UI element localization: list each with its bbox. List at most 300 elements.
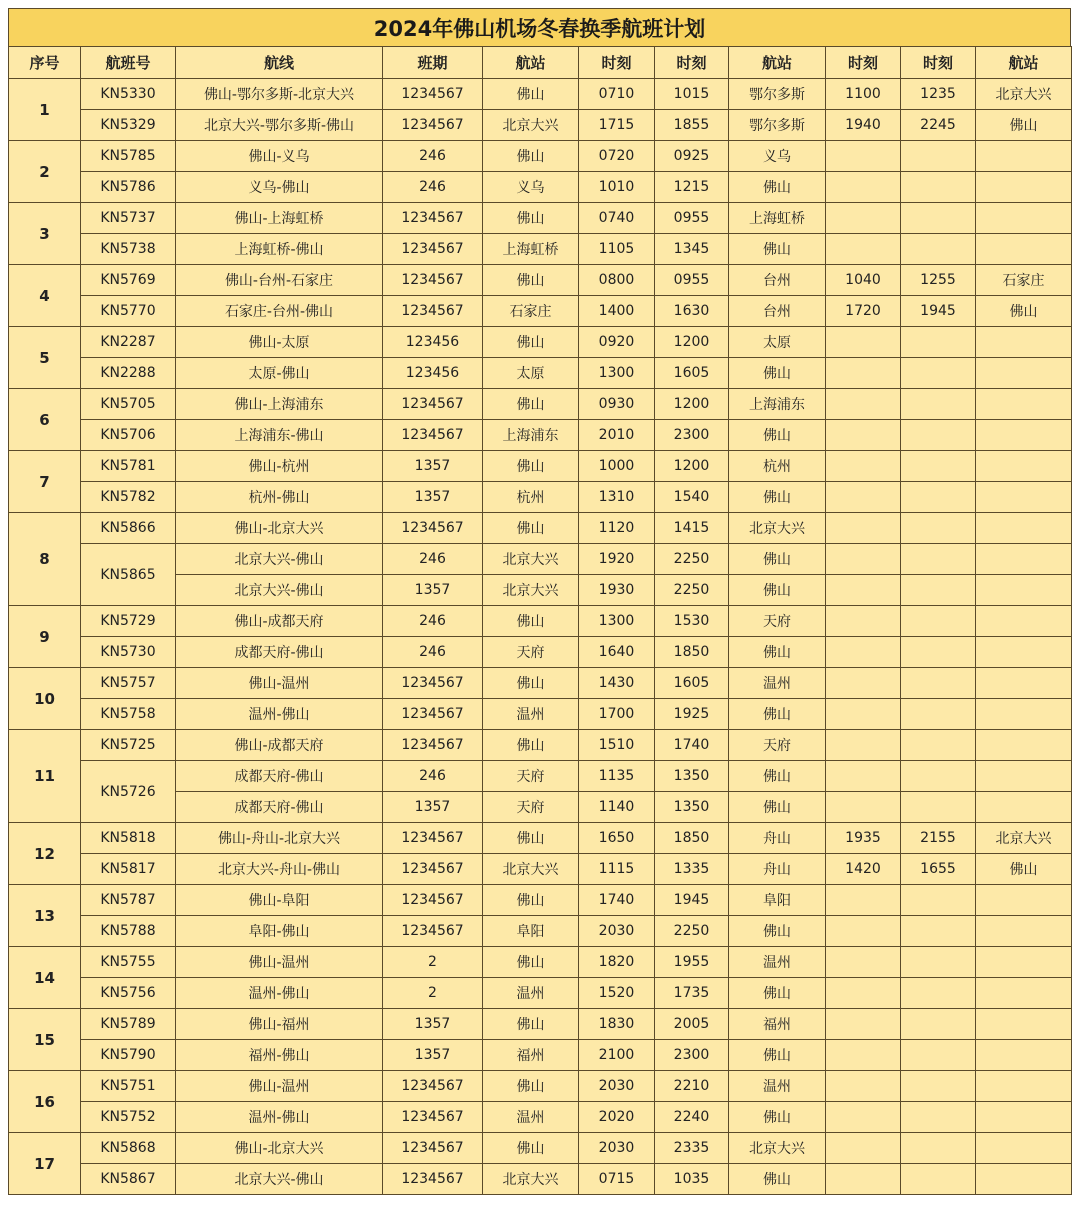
cell-time-1: 2030 <box>579 1133 655 1164</box>
cell-schedule: 2 <box>383 978 483 1009</box>
cell-station-1: 上海虹桥 <box>483 234 579 265</box>
flight-schedule-sheet <box>8 8 1071 1195</box>
cell-route: 北京大兴-鄂尔多斯-佛山 <box>176 110 383 141</box>
cell-time-1: 1640 <box>579 637 655 668</box>
cell-flight: KN5738 <box>81 234 176 265</box>
cell-seq: 11 <box>9 730 81 823</box>
cell-route: 佛山-温州 <box>176 1071 383 1102</box>
cell-station-3 <box>976 978 1072 1009</box>
cell-time-1: 1400 <box>579 296 655 327</box>
cell-station-1: 天府 <box>483 761 579 792</box>
cell-time-1: 1120 <box>579 513 655 544</box>
table-row <box>9 296 1072 327</box>
cell-route: 成都天府-佛山 <box>176 761 383 792</box>
cell-station-3: 石家庄 <box>976 265 1072 296</box>
cell-route: 佛山-义乌 <box>176 141 383 172</box>
cell-time-1: 1010 <box>579 172 655 203</box>
table-row <box>9 1040 1072 1071</box>
cell-seq: 13 <box>9 885 81 947</box>
cell-station-1: 北京大兴 <box>483 575 579 606</box>
cell-time-3 <box>826 668 901 699</box>
cell-station-1: 佛山 <box>483 885 579 916</box>
cell-station-2: 佛山 <box>729 1102 826 1133</box>
cell-station-2: 佛山 <box>729 482 826 513</box>
cell-time-4: 1255 <box>901 265 976 296</box>
cell-time-2: 1955 <box>655 947 729 978</box>
cell-time-4 <box>901 575 976 606</box>
cell-station-1: 佛山 <box>483 730 579 761</box>
cell-time-2: 1540 <box>655 482 729 513</box>
cell-station-3 <box>976 358 1072 389</box>
cell-time-1: 0710 <box>579 79 655 110</box>
cell-flight: KN2287 <box>81 327 176 358</box>
cell-time-3 <box>826 1009 901 1040</box>
cell-seq: 1 <box>9 79 81 141</box>
cell-time-2: 1735 <box>655 978 729 1009</box>
cell-flight: KN5725 <box>81 730 176 761</box>
cell-station-1: 北京大兴 <box>483 110 579 141</box>
table-row <box>9 513 1072 544</box>
cell-schedule: 1234567 <box>383 823 483 854</box>
cell-station-3 <box>976 761 1072 792</box>
cell-station-3 <box>976 544 1072 575</box>
table-row <box>9 482 1072 513</box>
cell-time-3 <box>826 420 901 451</box>
cell-schedule: 1357 <box>383 792 483 823</box>
cell-station-1: 太原 <box>483 358 579 389</box>
cell-time-2: 1345 <box>655 234 729 265</box>
table-row <box>9 141 1072 172</box>
cell-route: 温州-佛山 <box>176 699 383 730</box>
cell-station-2: 鄂尔多斯 <box>729 79 826 110</box>
cell-time-3 <box>826 544 901 575</box>
cell-station-3 <box>976 606 1072 637</box>
cell-schedule: 1234567 <box>383 699 483 730</box>
cell-station-3 <box>976 1164 1072 1195</box>
cell-schedule: 1234567 <box>383 854 483 885</box>
cell-station-2: 上海浦东 <box>729 389 826 420</box>
cell-time-1: 1510 <box>579 730 655 761</box>
cell-time-2: 1200 <box>655 451 729 482</box>
cell-time-2: 1350 <box>655 761 729 792</box>
cell-station-2: 义乌 <box>729 141 826 172</box>
cell-time-3 <box>826 451 901 482</box>
cell-schedule: 246 <box>383 141 483 172</box>
cell-station-2: 温州 <box>729 668 826 699</box>
cell-time-2: 1605 <box>655 358 729 389</box>
table-row <box>9 1071 1072 1102</box>
cell-station-2: 杭州 <box>729 451 826 482</box>
header-seq: 序号 <box>9 47 81 79</box>
cell-station-1: 佛山 <box>483 513 579 544</box>
cell-time-1: 2030 <box>579 916 655 947</box>
cell-station-2: 阜阳 <box>729 885 826 916</box>
cell-seq: 6 <box>9 389 81 451</box>
cell-seq: 2 <box>9 141 81 203</box>
cell-time-2: 1855 <box>655 110 729 141</box>
cell-flight: KN5817 <box>81 854 176 885</box>
cell-station-1: 福州 <box>483 1040 579 1071</box>
cell-time-3 <box>826 482 901 513</box>
cell-schedule: 246 <box>383 172 483 203</box>
cell-schedule: 123456 <box>383 358 483 389</box>
cell-flight: KN5737 <box>81 203 176 234</box>
cell-station-3 <box>976 947 1072 978</box>
cell-route: 佛山-温州 <box>176 947 383 978</box>
cell-station-3 <box>976 420 1072 451</box>
cell-schedule: 2 <box>383 947 483 978</box>
cell-station-1: 义乌 <box>483 172 579 203</box>
cell-schedule: 1234567 <box>383 1102 483 1133</box>
cell-schedule: 1234567 <box>383 1133 483 1164</box>
table-row <box>9 606 1072 637</box>
cell-time-4 <box>901 141 976 172</box>
table-row <box>9 327 1072 358</box>
table-row <box>9 699 1072 730</box>
cell-route: 佛山-成都天府 <box>176 730 383 761</box>
cell-route: 佛山-阜阳 <box>176 885 383 916</box>
cell-time-2: 2300 <box>655 1040 729 1071</box>
cell-time-4: 1235 <box>901 79 976 110</box>
cell-schedule: 1234567 <box>383 730 483 761</box>
cell-time-3 <box>826 389 901 420</box>
cell-time-3 <box>826 761 901 792</box>
cell-route: 上海虹桥-佛山 <box>176 234 383 265</box>
cell-schedule: 246 <box>383 761 483 792</box>
cell-schedule: 1357 <box>383 1040 483 1071</box>
cell-station-2: 佛山 <box>729 1040 826 1071</box>
cell-route: 福州-佛山 <box>176 1040 383 1071</box>
cell-route: 佛山-台州-石家庄 <box>176 265 383 296</box>
cell-station-2: 佛山 <box>729 544 826 575</box>
cell-time-4: 1655 <box>901 854 976 885</box>
cell-time-1: 0720 <box>579 141 655 172</box>
cell-time-4 <box>901 761 976 792</box>
cell-station-3 <box>976 1009 1072 1040</box>
cell-flight: KN5770 <box>81 296 176 327</box>
cell-route: 佛山-鄂尔多斯-北京大兴 <box>176 79 383 110</box>
cell-time-3 <box>826 606 901 637</box>
cell-route: 佛山-太原 <box>176 327 383 358</box>
cell-time-2: 1015 <box>655 79 729 110</box>
cell-station-3 <box>976 141 1072 172</box>
cell-seq: 7 <box>9 451 81 513</box>
cell-flight: KN2288 <box>81 358 176 389</box>
cell-time-2: 2250 <box>655 544 729 575</box>
cell-time-2: 1335 <box>655 854 729 885</box>
cell-station-1: 佛山 <box>483 389 579 420</box>
cell-time-2: 0955 <box>655 265 729 296</box>
cell-flight: KN5706 <box>81 420 176 451</box>
cell-time-3 <box>826 978 901 1009</box>
cell-station-2: 佛山 <box>729 916 826 947</box>
cell-flight: KN5705 <box>81 389 176 420</box>
cell-time-3 <box>826 1164 901 1195</box>
cell-station-2: 温州 <box>729 1071 826 1102</box>
cell-time-1: 1310 <box>579 482 655 513</box>
cell-station-1: 石家庄 <box>483 296 579 327</box>
cell-station-3: 北京大兴 <box>976 823 1072 854</box>
cell-flight: KN5787 <box>81 885 176 916</box>
table-row <box>9 79 1072 110</box>
cell-time-2: 1415 <box>655 513 729 544</box>
cell-station-2: 佛山 <box>729 234 826 265</box>
cell-time-4 <box>901 916 976 947</box>
cell-time-1: 1715 <box>579 110 655 141</box>
cell-station-1: 温州 <box>483 1102 579 1133</box>
cell-time-4 <box>901 885 976 916</box>
cell-schedule: 1234567 <box>383 885 483 916</box>
cell-time-3 <box>826 141 901 172</box>
cell-route: 北京大兴-佛山 <box>176 1164 383 1195</box>
cell-time-2: 2250 <box>655 916 729 947</box>
cell-time-1: 1740 <box>579 885 655 916</box>
table-row <box>9 1009 1072 1040</box>
cell-time-3 <box>826 699 901 730</box>
table-row <box>9 389 1072 420</box>
cell-flight: KN5726 <box>81 761 176 823</box>
cell-station-3: 佛山 <box>976 854 1072 885</box>
cell-time-1: 0800 <box>579 265 655 296</box>
cell-station-3 <box>976 730 1072 761</box>
header-time-3: 时刻 <box>826 47 901 79</box>
cell-time-4 <box>901 1040 976 1071</box>
cell-time-3 <box>826 358 901 389</box>
cell-station-3 <box>976 1071 1072 1102</box>
cell-station-1: 杭州 <box>483 482 579 513</box>
cell-flight: KN5867 <box>81 1164 176 1195</box>
cell-route: 佛山-北京大兴 <box>176 1133 383 1164</box>
flight-schedule-table <box>8 46 1072 1195</box>
cell-schedule: 1234567 <box>383 668 483 699</box>
cell-station-3 <box>976 1040 1072 1071</box>
cell-flight: KN5330 <box>81 79 176 110</box>
cell-time-4 <box>901 668 976 699</box>
cell-schedule: 1234567 <box>383 234 483 265</box>
cell-station-2: 台州 <box>729 296 826 327</box>
cell-time-1: 1135 <box>579 761 655 792</box>
cell-time-3: 1940 <box>826 110 901 141</box>
cell-flight: KN5756 <box>81 978 176 1009</box>
cell-flight: KN5752 <box>81 1102 176 1133</box>
cell-time-4 <box>901 451 976 482</box>
cell-time-3 <box>826 575 901 606</box>
cell-route: 温州-佛山 <box>176 978 383 1009</box>
cell-station-2: 舟山 <box>729 823 826 854</box>
cell-station-3 <box>976 1133 1072 1164</box>
cell-time-4 <box>901 234 976 265</box>
cell-route: 佛山-上海浦东 <box>176 389 383 420</box>
cell-time-4 <box>901 482 976 513</box>
cell-station-3 <box>976 668 1072 699</box>
cell-seq: 17 <box>9 1133 81 1195</box>
cell-time-2: 1945 <box>655 885 729 916</box>
cell-seq: 9 <box>9 606 81 668</box>
cell-time-4 <box>901 172 976 203</box>
cell-station-2: 北京大兴 <box>729 1133 826 1164</box>
cell-route: 上海浦东-佛山 <box>176 420 383 451</box>
cell-station-3 <box>976 637 1072 668</box>
table-row <box>9 761 1072 792</box>
header-schedule: 班期 <box>383 47 483 79</box>
cell-station-2: 福州 <box>729 1009 826 1040</box>
cell-flight: KN5329 <box>81 110 176 141</box>
table-row <box>9 823 1072 854</box>
cell-time-2: 1630 <box>655 296 729 327</box>
cell-station-3 <box>976 327 1072 358</box>
cell-time-4 <box>901 203 976 234</box>
table-row <box>9 854 1072 885</box>
cell-schedule: 1234567 <box>383 79 483 110</box>
cell-station-3 <box>976 513 1072 544</box>
cell-time-3: 1720 <box>826 296 901 327</box>
cell-time-4 <box>901 1133 976 1164</box>
cell-schedule: 1234567 <box>383 296 483 327</box>
header-station-2: 航站 <box>729 47 826 79</box>
cell-schedule: 1234567 <box>383 265 483 296</box>
cell-schedule: 246 <box>383 637 483 668</box>
cell-station-2: 佛山 <box>729 358 826 389</box>
cell-time-3 <box>826 1071 901 1102</box>
cell-flight: KN5868 <box>81 1133 176 1164</box>
cell-time-1: 1300 <box>579 358 655 389</box>
cell-route: 杭州-佛山 <box>176 482 383 513</box>
cell-time-2: 2250 <box>655 575 729 606</box>
cell-seq: 16 <box>9 1071 81 1133</box>
cell-route: 北京大兴-佛山 <box>176 544 383 575</box>
cell-time-1: 1830 <box>579 1009 655 1040</box>
cell-flight: KN5865 <box>81 544 176 606</box>
cell-time-4 <box>901 1164 976 1195</box>
cell-time-1: 0715 <box>579 1164 655 1195</box>
cell-station-3 <box>976 203 1072 234</box>
cell-route: 北京大兴-舟山-佛山 <box>176 854 383 885</box>
cell-schedule: 1357 <box>383 451 483 482</box>
cell-schedule: 123456 <box>383 327 483 358</box>
cell-route: 温州-佛山 <box>176 1102 383 1133</box>
cell-station-1: 佛山 <box>483 79 579 110</box>
cell-seq: 12 <box>9 823 81 885</box>
cell-time-1: 1430 <box>579 668 655 699</box>
cell-station-2: 佛山 <box>729 172 826 203</box>
cell-time-4 <box>901 420 976 451</box>
cell-flight: KN5758 <box>81 699 176 730</box>
cell-route: 成都天府-佛山 <box>176 637 383 668</box>
cell-flight: KN5789 <box>81 1009 176 1040</box>
cell-time-3 <box>826 1133 901 1164</box>
cell-route: 义乌-佛山 <box>176 172 383 203</box>
cell-time-4 <box>901 544 976 575</box>
cell-time-2: 1200 <box>655 389 729 420</box>
cell-time-1: 2100 <box>579 1040 655 1071</box>
cell-route: 太原-佛山 <box>176 358 383 389</box>
cell-seq: 3 <box>9 203 81 265</box>
header-row <box>9 47 1072 79</box>
cell-time-2: 2210 <box>655 1071 729 1102</box>
cell-station-2: 佛山 <box>729 1164 826 1195</box>
cell-time-2: 1350 <box>655 792 729 823</box>
table-row <box>9 637 1072 668</box>
table-row <box>9 947 1072 978</box>
cell-station-1: 佛山 <box>483 141 579 172</box>
table-row <box>9 1133 1072 1164</box>
cell-time-2: 1530 <box>655 606 729 637</box>
cell-station-2: 佛山 <box>729 637 826 668</box>
table-row <box>9 358 1072 389</box>
cell-time-3 <box>826 730 901 761</box>
cell-station-1: 佛山 <box>483 203 579 234</box>
cell-time-4 <box>901 792 976 823</box>
cell-station-2: 温州 <box>729 947 826 978</box>
cell-station-2: 天府 <box>729 730 826 761</box>
header-flight: 航班号 <box>81 47 176 79</box>
cell-time-4 <box>901 947 976 978</box>
cell-flight: KN5729 <box>81 606 176 637</box>
cell-route: 佛山-上海虹桥 <box>176 203 383 234</box>
cell-seq: 4 <box>9 265 81 327</box>
cell-station-3 <box>976 482 1072 513</box>
cell-flight: KN5751 <box>81 1071 176 1102</box>
cell-station-1: 阜阳 <box>483 916 579 947</box>
table-row <box>9 1102 1072 1133</box>
cell-schedule: 246 <box>383 544 483 575</box>
cell-time-1: 1300 <box>579 606 655 637</box>
cell-time-2: 0925 <box>655 141 729 172</box>
cell-station-1: 佛山 <box>483 1133 579 1164</box>
cell-schedule: 1234567 <box>383 420 483 451</box>
cell-time-1: 1000 <box>579 451 655 482</box>
cell-station-1: 北京大兴 <box>483 1164 579 1195</box>
cell-flight: KN5818 <box>81 823 176 854</box>
cell-time-3 <box>826 792 901 823</box>
cell-time-1: 0920 <box>579 327 655 358</box>
table-row <box>9 1164 1072 1195</box>
cell-schedule: 1234567 <box>383 203 483 234</box>
cell-route: 北京大兴-佛山 <box>176 575 383 606</box>
cell-station-1: 上海浦东 <box>483 420 579 451</box>
header-time-4: 时刻 <box>901 47 976 79</box>
table-row <box>9 172 1072 203</box>
cell-route: 佛山-温州 <box>176 668 383 699</box>
header-time-2: 时刻 <box>655 47 729 79</box>
cell-time-4 <box>901 389 976 420</box>
cell-station-1: 天府 <box>483 792 579 823</box>
cell-station-1: 佛山 <box>483 327 579 358</box>
cell-station-2: 太原 <box>729 327 826 358</box>
cell-station-2: 佛山 <box>729 761 826 792</box>
cell-time-2: 2240 <box>655 1102 729 1133</box>
cell-time-2: 2300 <box>655 420 729 451</box>
cell-station-3 <box>976 451 1072 482</box>
cell-time-3: 1935 <box>826 823 901 854</box>
cell-time-1: 1930 <box>579 575 655 606</box>
cell-time-4 <box>901 513 976 544</box>
cell-time-1: 2020 <box>579 1102 655 1133</box>
cell-station-3: 北京大兴 <box>976 79 1072 110</box>
cell-schedule: 1234567 <box>383 916 483 947</box>
cell-schedule: 1234567 <box>383 513 483 544</box>
cell-time-4: 1945 <box>901 296 976 327</box>
cell-time-1: 2030 <box>579 1071 655 1102</box>
cell-time-1: 0930 <box>579 389 655 420</box>
cell-time-4 <box>901 637 976 668</box>
cell-time-2: 0955 <box>655 203 729 234</box>
cell-station-2: 鄂尔多斯 <box>729 110 826 141</box>
cell-station-3 <box>976 234 1072 265</box>
header-route: 航线 <box>176 47 383 79</box>
table-row <box>9 730 1072 761</box>
cell-schedule: 1234567 <box>383 1164 483 1195</box>
